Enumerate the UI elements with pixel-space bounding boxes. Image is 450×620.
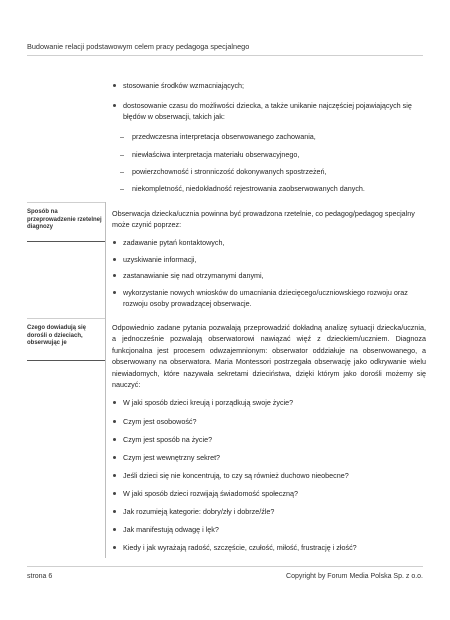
list-item-text: Czym jest wewnętrzny sekret? bbox=[123, 453, 221, 462]
section-intro: Obserwacja dziecka/ucznia powinna być prowadzona rzetelnie, co pedagog/pedagog specjalny może czynić poprzez: bbox=[112, 209, 415, 230]
bullet-icon bbox=[113, 241, 116, 244]
list-item bbox=[112, 416, 426, 427]
list-item-text: W jaki sposób dzieci kreują i porządkują swoje życie? bbox=[123, 398, 294, 407]
list-item bbox=[112, 100, 426, 123]
bullet-icon bbox=[113, 291, 116, 294]
list-item-text: stosowanie środków wzmacniających; bbox=[123, 81, 245, 90]
bullet-icon bbox=[113, 474, 116, 477]
list-item bbox=[112, 397, 426, 408]
list-item-text: wykorzystanie nowych wniosków do umacniania dziecięcego/uczniowskiego rozwoju oraz rozwoju osoby prowadzącej obserwacje. bbox=[123, 288, 408, 309]
list-item bbox=[112, 452, 426, 463]
bullet-icon bbox=[113, 274, 116, 277]
bullet-icon bbox=[113, 546, 116, 549]
list-item-text: Jak rozumieją kategorie: dobry/zły i dobrze/źle? bbox=[123, 507, 275, 516]
copyright-notice: Copyright by Forum Media Polska Sp. z o.o. bbox=[286, 573, 423, 580]
list-item-text: dostosowanie czasu do możliwości dziecka, a także unikanie najczęściej pojawiających się błędów w obserwacji, takich jak: bbox=[123, 101, 412, 122]
section-divider bbox=[27, 318, 105, 319]
bullet-icon bbox=[113, 104, 116, 107]
bullet-icon bbox=[113, 510, 116, 513]
list-item-text: Jeśli dzieci się nie koncentrują, to czy są również duchowo nieobecne? bbox=[123, 471, 349, 480]
sub-list-item bbox=[120, 131, 420, 142]
sub-list-item-text: przedwczesna interpretacja obserwowanego zachowania, bbox=[132, 132, 316, 141]
list-item-text: uzyskiwanie informacji, bbox=[123, 255, 197, 264]
list-item bbox=[112, 434, 426, 445]
dash-icon: – bbox=[120, 150, 124, 159]
list-item-text: W jaki sposób dzieci rozwijają świadomość społeczną? bbox=[123, 489, 298, 498]
list-item bbox=[112, 287, 426, 310]
margin-label-underline bbox=[27, 241, 105, 242]
margin-label-underline bbox=[27, 360, 105, 361]
section-vertical-rule bbox=[105, 202, 106, 318]
list-item-text: zastanawianie się nad otrzymanymi danymi, bbox=[123, 271, 264, 280]
margin-label: Czego dowiadują się dorośli o dzieciach, obserwując je bbox=[27, 325, 87, 347]
bullet-icon bbox=[113, 456, 116, 459]
list-item bbox=[112, 524, 426, 535]
list-item-text: Kiedy i jak wyrażają radość, szczęście, czułość, miłość, frustrację i złość? bbox=[123, 543, 357, 552]
bullet-icon bbox=[113, 401, 116, 404]
list-item bbox=[112, 80, 426, 91]
sub-list-item-text: niewłaściwa interpretacja materiału obserwacyjnego, bbox=[132, 150, 300, 159]
bullet-icon bbox=[113, 420, 116, 423]
list-item bbox=[112, 506, 426, 517]
list-item-text: Jak manifestują odwagę i lęk? bbox=[123, 525, 219, 534]
bullet-icon bbox=[113, 84, 116, 87]
list-item bbox=[112, 542, 426, 553]
list-item bbox=[112, 470, 426, 481]
sub-list-item-text: powierzchowność i stronniczość dokonywanych spostrzeżeń, bbox=[132, 167, 327, 176]
footer-divider bbox=[27, 566, 423, 567]
page-number: strona 6 bbox=[27, 573, 53, 580]
margin-label: Sposób na przeprowadzenie rzetelnej diagnozy bbox=[27, 209, 102, 231]
bullet-icon bbox=[113, 492, 116, 495]
list-item bbox=[112, 488, 426, 499]
bullet-icon bbox=[113, 528, 116, 531]
section-vertical-rule bbox=[105, 318, 106, 558]
header-divider bbox=[27, 55, 423, 56]
list-item-text: Czym jest osobowość? bbox=[123, 417, 197, 426]
dash-icon: – bbox=[120, 167, 124, 176]
list-item-text: zadawanie pytań kontaktowych, bbox=[123, 238, 225, 247]
list-item bbox=[112, 254, 426, 265]
dash-icon: – bbox=[120, 132, 124, 141]
sub-list-item bbox=[120, 166, 420, 177]
list-item bbox=[112, 270, 426, 281]
list-item-text: Czym jest sposób na życie? bbox=[123, 435, 213, 444]
sub-list-item-text: niekompletność, niedokładność rejestrowania zaobserwowanych danych. bbox=[132, 184, 365, 193]
sub-list-item bbox=[120, 149, 420, 160]
bullet-icon bbox=[113, 438, 116, 441]
section-divider bbox=[27, 202, 105, 203]
running-header: Budowanie relacji podstawowym celem pracy pedagoga specjalnego bbox=[27, 42, 250, 51]
list-item bbox=[112, 237, 426, 248]
section-paragraph: Odpowiednio zadane pytania pozwalają przeprowadzić dokładną analizę sytuacji dziecka/ucznia, a jednocześnie pozwalają obserwatorowi nawiązać więź z dzieckiem/uczniem. Diagnoza funkcjonalna jest procesem odwzajemnionym: obserwator oddziałuje na obserwowanego, a obserwowany na obserwatora. Maria Montessori postrzegała obserwację jako odkrywanie wielu niewiadomych, które nazywała sekretami dzieciństwa, dzięki którym jako dorośli możemy się nauczyć: bbox=[112, 323, 426, 390]
dash-icon: – bbox=[120, 184, 124, 193]
bullet-icon bbox=[113, 258, 116, 261]
sub-list-item bbox=[120, 183, 420, 194]
